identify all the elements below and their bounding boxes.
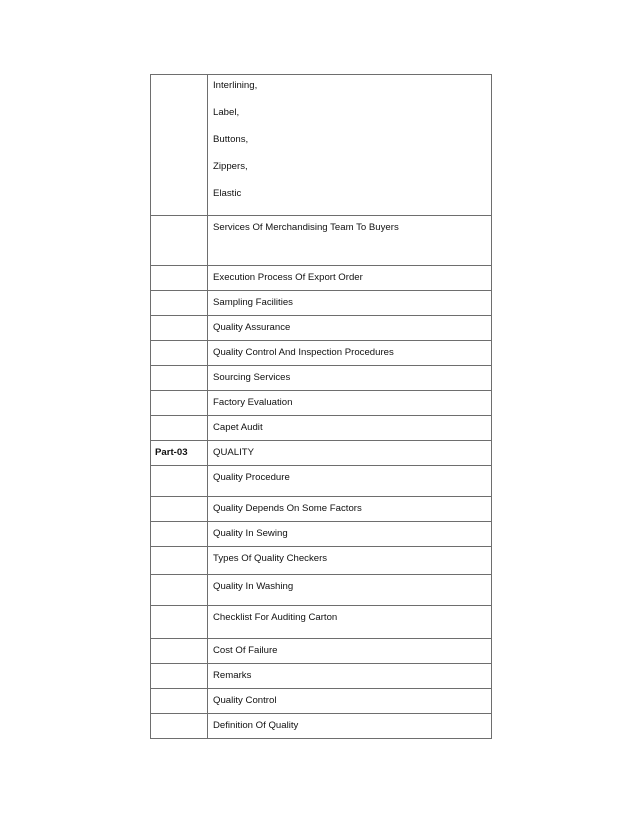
topic-cell <box>208 216 492 266</box>
topic-cell <box>208 416 492 441</box>
table-row <box>151 341 492 366</box>
contents-table <box>150 74 492 739</box>
table-row <box>151 291 492 316</box>
topic-cell <box>208 522 492 547</box>
topic-title: Factory Evaluation <box>213 397 293 408</box>
topic-title: Quality Assurance <box>213 322 291 333</box>
part-label <box>151 266 207 272</box>
part-label <box>151 391 207 397</box>
topic-list-item: Zippers, <box>213 161 248 172</box>
part-label <box>151 714 207 720</box>
topic-cell <box>208 291 492 316</box>
part-cell <box>151 497 208 522</box>
part-label <box>151 316 207 322</box>
topic-cell <box>208 75 492 216</box>
topic-cell <box>208 391 492 416</box>
part-cell <box>151 466 208 497</box>
topic-title: Remarks <box>213 670 252 681</box>
table-row <box>151 714 492 739</box>
part-cell <box>151 266 208 291</box>
part-label <box>151 216 207 222</box>
part-cell <box>151 547 208 575</box>
table-row <box>151 466 492 497</box>
part-cell <box>151 441 208 466</box>
table-row <box>151 497 492 522</box>
topic-cell <box>208 714 492 739</box>
topic-cell <box>208 575 492 606</box>
table-row <box>151 266 492 291</box>
topic-title: Capet Audit <box>213 422 263 433</box>
part-label <box>151 664 207 670</box>
part-label <box>151 291 207 297</box>
topic-title: Sourcing Services <box>213 372 291 383</box>
table-row <box>151 316 492 341</box>
table-row <box>151 664 492 689</box>
topic-title: QUALITY <box>213 447 255 458</box>
topic-cell <box>208 497 492 522</box>
part-label <box>151 497 207 503</box>
table-row <box>151 547 492 575</box>
topic-cell <box>208 547 492 575</box>
table-row <box>151 216 492 266</box>
part-cell <box>151 75 208 216</box>
part-cell <box>151 714 208 739</box>
topic-cell <box>208 639 492 664</box>
topic-title: Quality Depends On Some Factors <box>213 503 362 514</box>
table-row <box>151 416 492 441</box>
topic-cell <box>208 689 492 714</box>
topic-title: Quality In Washing <box>213 581 294 592</box>
part-cell <box>151 522 208 547</box>
topic-list-item: Interlining, <box>213 80 258 91</box>
part-label <box>151 341 207 347</box>
part-cell <box>151 664 208 689</box>
table-row <box>151 522 492 547</box>
topic-title: Quality In Sewing <box>213 528 288 539</box>
part-label <box>151 366 207 372</box>
topic-title: Quality Control <box>213 695 277 706</box>
table-row <box>151 75 492 216</box>
table-row <box>151 689 492 714</box>
topic-title: Checklist For Auditing Carton <box>213 612 338 623</box>
topic-title: Types Of Quality Checkers <box>213 553 328 564</box>
table-row <box>151 366 492 391</box>
table-row <box>151 606 492 639</box>
table-row <box>151 575 492 606</box>
part-label <box>151 466 207 472</box>
table-row <box>151 441 492 466</box>
table-row <box>151 639 492 664</box>
topic-title: Execution Process Of Export Order <box>213 272 363 283</box>
topic-cell <box>208 466 492 497</box>
topic-title: Services Of Merchandising Team To Buyers <box>213 222 399 233</box>
part-cell <box>151 216 208 266</box>
topic-cell <box>208 266 492 291</box>
part-cell <box>151 291 208 316</box>
topic-cell <box>208 341 492 366</box>
topic-title: Sampling Facilities <box>213 297 293 308</box>
part-label <box>151 547 207 553</box>
part-label: Part-03 <box>155 447 188 458</box>
part-cell <box>151 341 208 366</box>
part-label <box>151 522 207 528</box>
part-label <box>151 575 207 581</box>
part-label <box>151 689 207 695</box>
topic-cell <box>208 664 492 689</box>
part-label <box>151 639 207 645</box>
part-cell <box>151 316 208 341</box>
topic-list-item: Elastic <box>213 188 242 199</box>
topic-title: Quality Procedure <box>213 472 290 483</box>
part-cell <box>151 606 208 639</box>
topic-cell <box>208 441 492 466</box>
topic-list-item: Buttons, <box>213 134 249 145</box>
topic-title: Definition Of Quality <box>213 720 299 731</box>
topic-cell <box>208 366 492 391</box>
table-row <box>151 391 492 416</box>
topic-cell <box>208 316 492 341</box>
topic-title: Quality Control And Inspection Procedures <box>213 347 394 358</box>
part-cell <box>151 639 208 664</box>
topic-cell <box>208 606 492 639</box>
part-label <box>151 416 207 422</box>
topic-title: Cost Of Failure <box>213 645 278 656</box>
part-cell <box>151 416 208 441</box>
part-cell <box>151 689 208 714</box>
part-cell <box>151 575 208 606</box>
topic-list-item: Label, <box>213 107 240 118</box>
part-cell <box>151 391 208 416</box>
part-label <box>151 606 207 612</box>
part-cell <box>151 366 208 391</box>
